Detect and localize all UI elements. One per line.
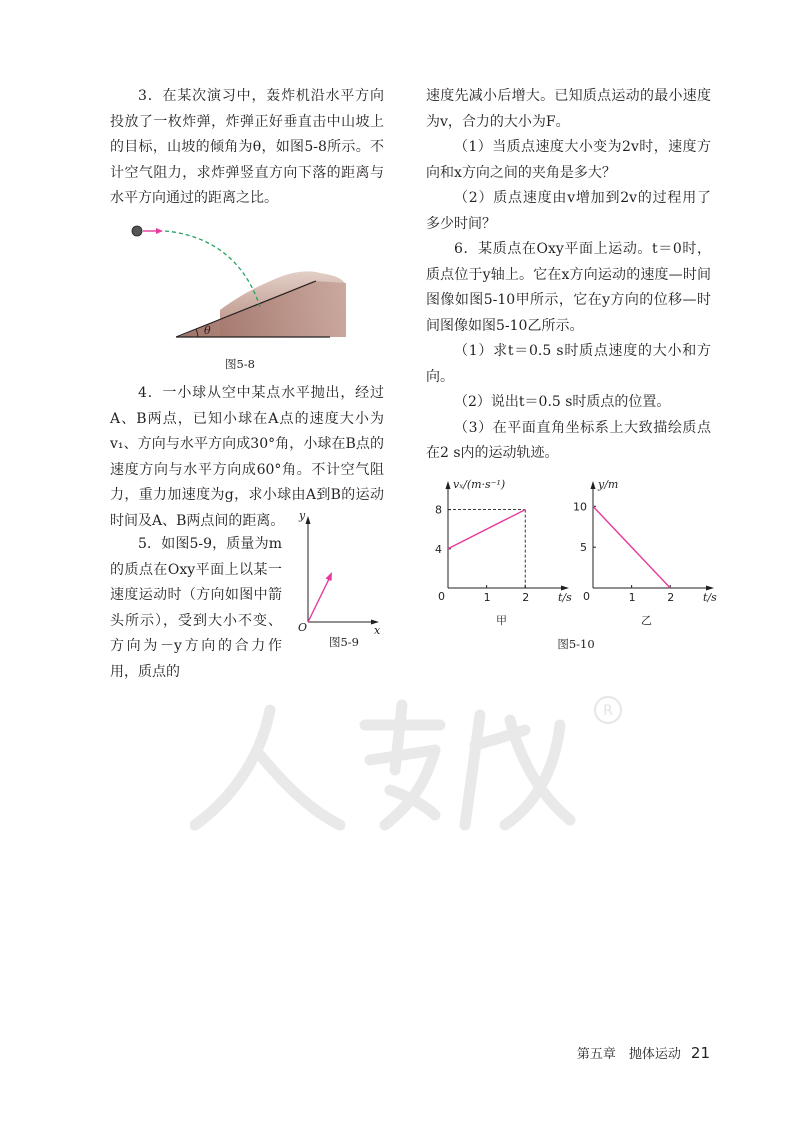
problem-6-text: 6．某质点在Oxy平面上运动。t＝0时，质点位于y轴上。它在x方向运动的速度—时间图像如图5-10甲所示，它在y方向的位移—时间图像如图5-10乙所示。: [426, 241, 711, 334]
bomb-icon: [132, 226, 142, 236]
left-column: [110, 84, 384, 212]
problem-6-question-1: （1）求t＝0.5 s时质点速度的大小和方向。: [426, 343, 711, 385]
y-axis-arrowhead: [306, 516, 311, 524]
figure-5-8-caption: 图5-8: [224, 357, 256, 371]
yi-xlabel: t/s: [703, 591, 717, 604]
jia-ylabel: vₓ/(m·s⁻¹): [453, 478, 506, 491]
jia-xlabel: t/s: [558, 591, 572, 604]
page-number: 21: [690, 1044, 710, 1062]
figure-5-9-caption: 图5-9: [328, 635, 360, 649]
chart-jia: [420, 470, 580, 630]
jia-origin-label: 0: [438, 590, 445, 603]
yi-y-tick-label: 10: [573, 500, 587, 514]
chart-yi: [565, 470, 725, 630]
problem-5-text: 5．如图5-9，质量为m的质点在Oxy平面上以某一速度运动时（方向如图中箭头所示），受到大小不变、方向为－y方向的合力作用，质点的: [110, 536, 282, 680]
problem-6-question-2: （2）说出t＝0.5 s时质点的位置。: [454, 394, 671, 410]
jia-data-line: [448, 510, 525, 549]
figure-5-9: [290, 505, 390, 640]
fig59-y-label: y: [299, 509, 306, 522]
yi-ylabel: y/m: [598, 478, 619, 491]
publisher-watermark: [190, 690, 630, 840]
velocity-vector: [308, 577, 330, 622]
fig59-origin-label: O: [298, 621, 308, 634]
problem-6-question-3: （3）在平面直角坐标系上大致描绘质点在2 s内的运动轨迹。: [426, 419, 711, 461]
yi-x-arrowhead: [706, 586, 714, 591]
yi-title: 乙: [641, 614, 652, 627]
yi-x-tick-label: 1: [628, 591, 636, 604]
yi-origin-label: 0: [583, 590, 590, 603]
fig59-x-label: x: [374, 624, 381, 637]
jia-y-arrowhead: [446, 481, 451, 489]
jia-x-tick-label: 2: [522, 591, 530, 604]
problem-5: [110, 532, 282, 685]
svg-text:R: R: [603, 703, 613, 719]
problem-5-question-2: （2）质点速度由v增加到2v的过程用了多少时间？: [426, 190, 711, 232]
problem-3-text: 3．在某次演习中，轰炸机沿水平方向投放了一枚炸弹，炸弹正好垂直击中山坡上的目标，山坡的倾角为θ，如图5-8所示。不计空气阻力，求炸弹竖直方向下落的距离与水平方向通过的距离之比。: [110, 88, 384, 206]
problem-4-text: 4．一小球从空中某点水平抛出，经过A、B两点，已知小球在A点的速度大小为v₁、方向与水平方向成30°角，小球在B点的速度方向与水平方向成60°角。不计空气阻力，重力加速度为g，求小球由A到B的运动时间及A、B两点间的距离。: [110, 385, 384, 529]
page-footer: [577, 1043, 710, 1062]
jia-title: 甲: [496, 614, 507, 627]
jia-y-tick-label: 4: [435, 542, 442, 556]
jia-x-tick-label: 1: [483, 591, 491, 604]
jia-y-tick-label: 8: [435, 503, 442, 517]
chapter-label: 第五章 抛体运动: [576, 1047, 681, 1062]
yi-x-tick-label: 2: [667, 591, 675, 604]
problem-5-question-1: （1）当质点速度大小变为2v时，速度方向和x方向之间的夹角是多大？: [426, 139, 711, 181]
figure-5-8: [120, 215, 350, 345]
theta-label: θ: [204, 324, 211, 337]
problem-5-continued: 速度先减小后增大。已知质点运动的最小速度为v，合力的大小为F。: [426, 88, 711, 130]
velocity-vector-arrowhead: [326, 572, 333, 581]
yi-y-tick-label: 5: [580, 541, 587, 555]
right-column: [426, 84, 711, 467]
yi-data-line: [593, 506, 670, 588]
yi-y-arrowhead: [591, 481, 596, 489]
figure-5-10-caption: 图5-10: [557, 637, 595, 651]
velocity-arrowhead: [156, 228, 163, 234]
